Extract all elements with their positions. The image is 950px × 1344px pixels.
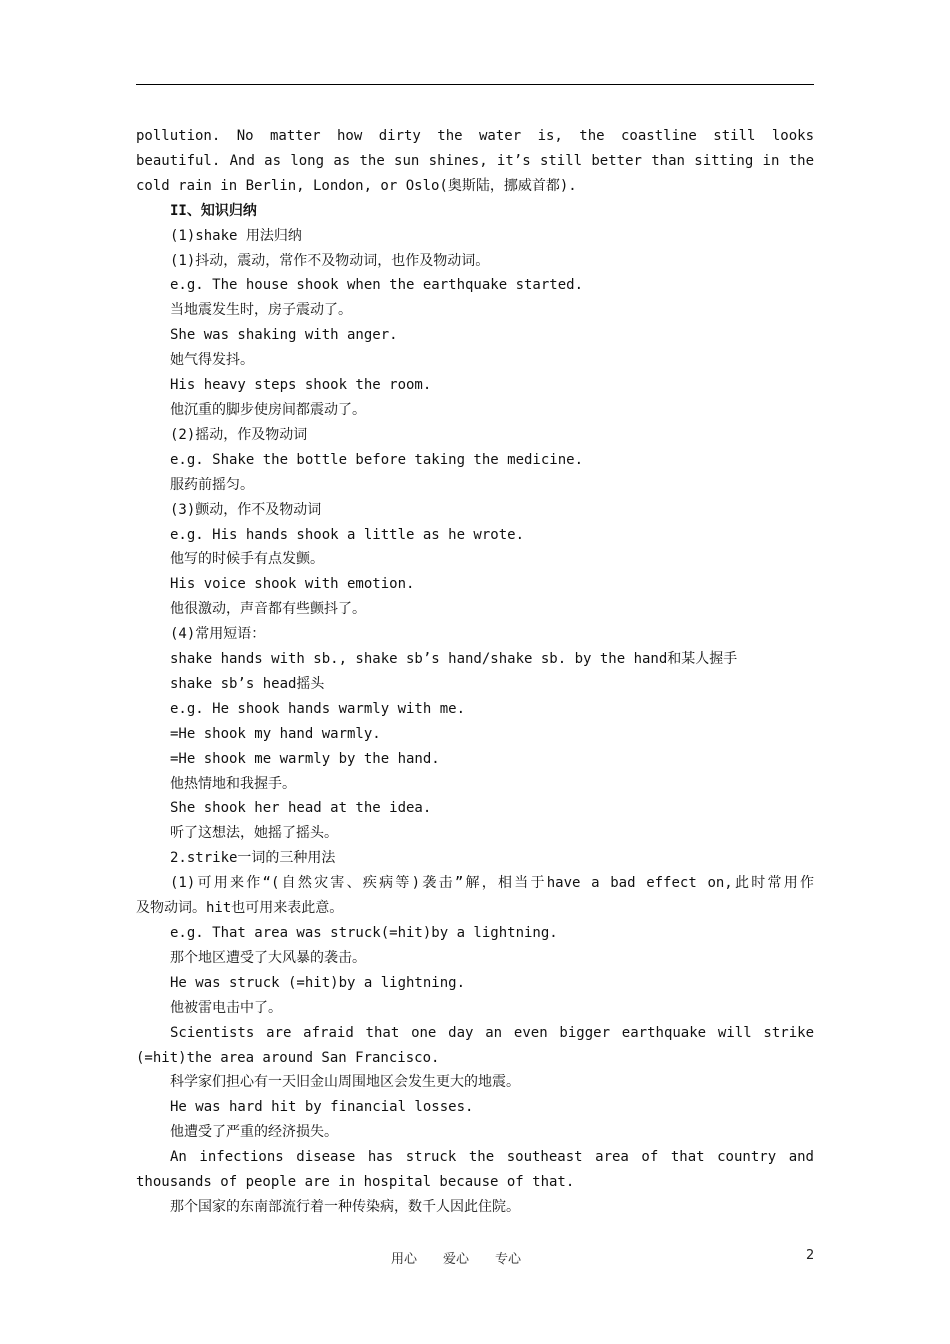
text-line: (4)常用短语： bbox=[170, 626, 266, 643]
text-line: She was shaking with anger. bbox=[170, 327, 398, 344]
text-line: He was struck (=hit)by a lightning. bbox=[170, 974, 466, 991]
text-line: 那个地区遭受了大风暴的袭击。 bbox=[170, 949, 366, 966]
body-text bbox=[136, 124, 814, 1220]
text-line: =He shook me warmly by the hand. bbox=[170, 750, 440, 767]
text-line: e.g. His hands shook a little as he wrote. bbox=[170, 526, 525, 543]
text-line: =He shook my hand warmly. bbox=[170, 725, 381, 742]
text-line: 科学家们担心有一天旧金山周围地区会发生更大的地震。 bbox=[170, 1074, 520, 1091]
page-number: 2 bbox=[806, 1248, 815, 1263]
text-line: beautiful. And as long as the sun shines, it’s still better than sitting in the bbox=[136, 152, 814, 169]
text-line: He was hard hit by financial losses. bbox=[170, 1099, 474, 1116]
motto-word: 爱心 bbox=[443, 1252, 470, 1267]
text-line: 那个国家的东南部流行着一种传染病，数千人因此住院。 bbox=[170, 1198, 520, 1215]
text-line: 他被雷电击中了。 bbox=[170, 999, 282, 1016]
footer-motto bbox=[391, 1248, 547, 1267]
text-line: 及物动词。hit也可用来表此意。 bbox=[136, 900, 344, 917]
section-heading: II、知识归纳 bbox=[170, 202, 257, 219]
header-rule bbox=[136, 84, 814, 85]
motto-word: 用心 bbox=[391, 1252, 418, 1267]
text-line: 2.strike一词的三种用法 bbox=[170, 850, 336, 867]
text-line: 他热情地和我握手。 bbox=[170, 775, 296, 792]
text-line: 服药前摇匀。 bbox=[170, 476, 254, 493]
text-line: 他很激动，声音都有些颤抖了。 bbox=[170, 601, 366, 618]
text-line: 听了这想法，她摇了摇头。 bbox=[170, 825, 338, 842]
text-line: e.g. He shook hands warmly with me. bbox=[170, 700, 466, 717]
text-line: (1)可用来作“(自然灾害、疾病等)袭击”解，相当于have a bad effect on,此时常用作 bbox=[170, 875, 814, 892]
text-line: shake sb’s head摇头 bbox=[170, 675, 325, 692]
text-line: An infections disease has struck the southeast area of that country and bbox=[170, 1149, 814, 1166]
text-line: e.g. The house shook when the earthquake started. bbox=[170, 277, 584, 294]
text-line: 他遭受了严重的经济损失。 bbox=[170, 1124, 338, 1141]
page-footer bbox=[0, 1248, 950, 1268]
text-line: (=hit)the area around San Francisco. bbox=[136, 1049, 440, 1066]
text-line: His heavy steps shook the room. bbox=[170, 377, 432, 394]
text-line: His voice shook with emotion. bbox=[170, 576, 415, 593]
text-line: thousands of people are in hospital because of that. bbox=[136, 1174, 575, 1191]
text-line: (3)颤动，作不及物动词 bbox=[170, 501, 322, 518]
text-line: shake hands with sb., shake sb’s hand/shake sb. by the hand和某人握手 bbox=[170, 651, 738, 668]
text-line: cold rain in Berlin, London, or Oslo(奥斯陆，挪威首都). bbox=[136, 177, 577, 194]
text-line: 她气得发抖。 bbox=[170, 352, 254, 369]
text-line: 他写的时候手有点发颤。 bbox=[170, 551, 324, 568]
text-line: (1)抖动，震动，常作不及物动词，也作及物动词。 bbox=[170, 252, 490, 269]
text-line: (1)shake 用法归纳 bbox=[170, 227, 302, 244]
text-line: 当地震发生时，房子震动了。 bbox=[170, 302, 352, 319]
text-line: 他沉重的脚步使房间都震动了。 bbox=[170, 401, 366, 418]
motto-word: 专心 bbox=[495, 1252, 522, 1267]
text-line: e.g. Shake the bottle before taking the medicine. bbox=[170, 451, 584, 468]
text-line: She shook her head at the idea. bbox=[170, 800, 432, 817]
text-line: pollution. No matter how dirty the water is, the coastline still looks bbox=[136, 128, 814, 144]
text-line: Scientists are afraid that one day an even bigger earthquake will strike bbox=[170, 1024, 814, 1041]
text-line: (2)摇动，作及物动词 bbox=[170, 426, 308, 443]
text-line: e.g. That area was struck(=hit)by a lightning. bbox=[170, 925, 558, 941]
